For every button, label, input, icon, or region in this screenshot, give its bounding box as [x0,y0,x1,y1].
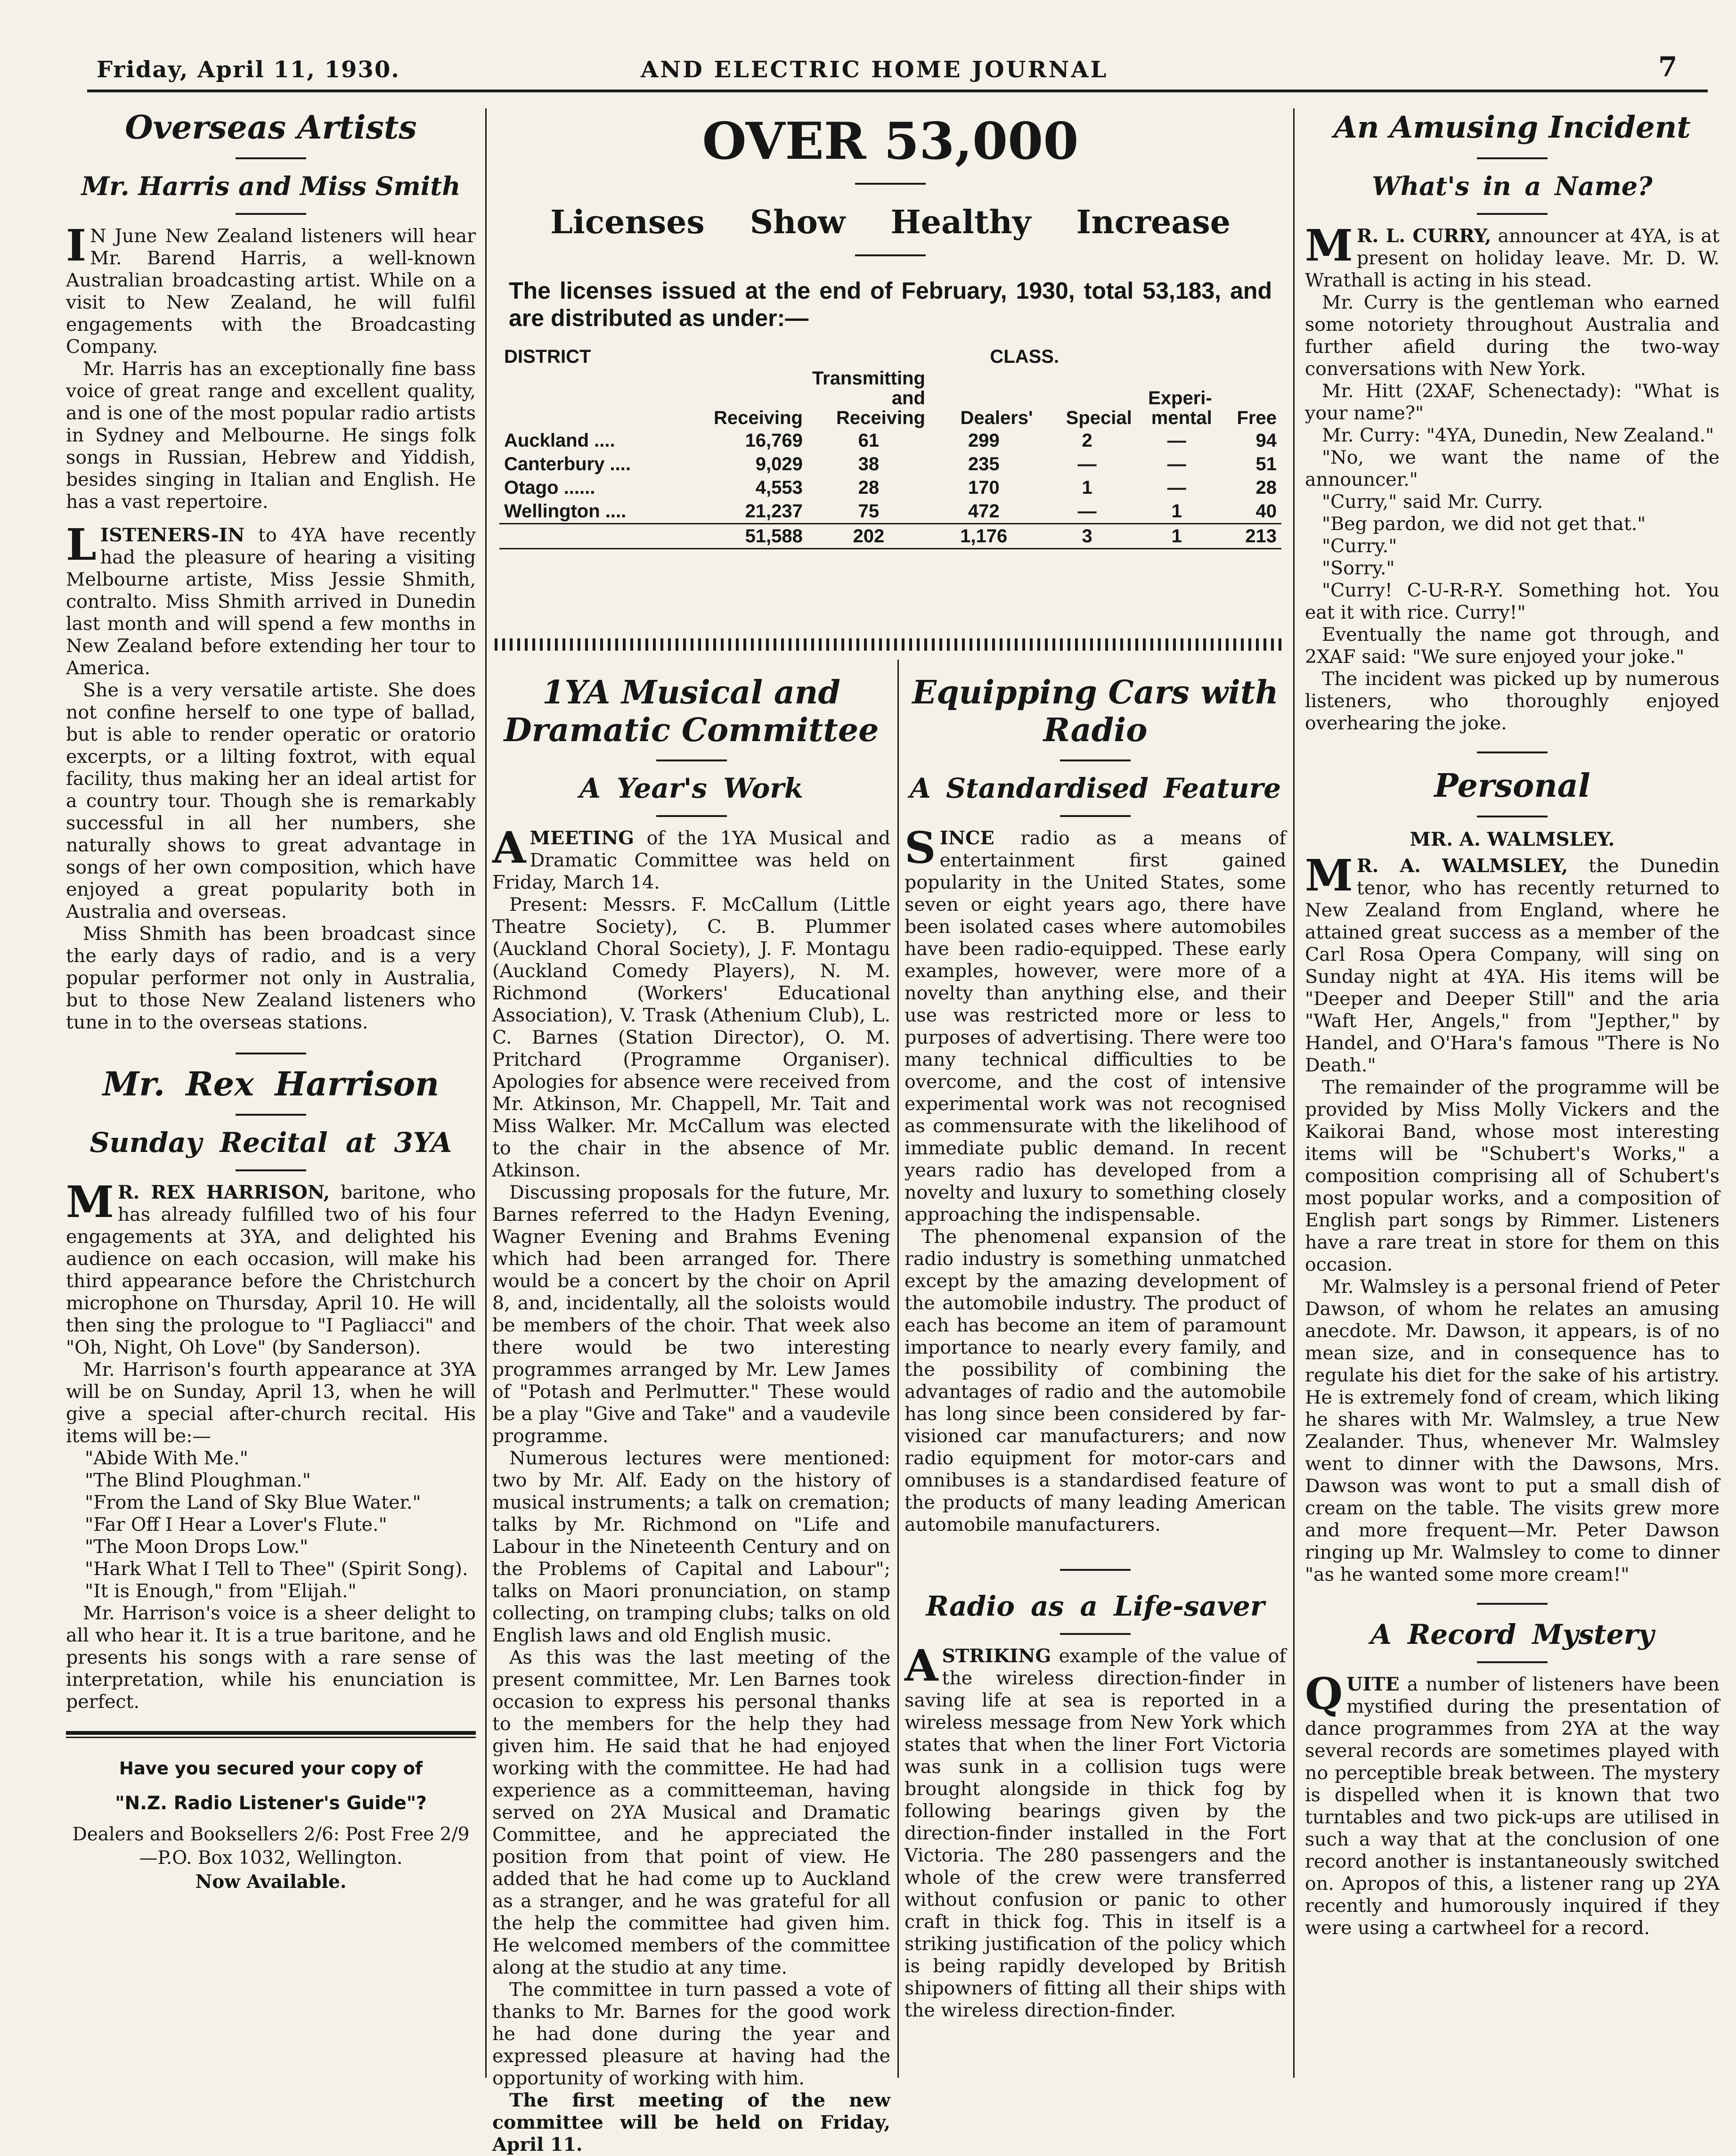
headline: Radio as a Life-saver [926,1590,1265,1622]
paragraph: SINCE radio as a means of entertainment first gained popularity in the United States, some seven or eight years ago, there have been isolated cases where automobiles have been radio-equipped. These early examples, however, were more of a novelty than anything else, and their use was restricted more or less to purposes of advertising. There were too many technical difficulties to be overcome, and the cost of intensive experimental work was not recognised as commensurate with the likelihood of immediate public demand. In recent years radio has developed from a novelty and luxury to something closely approaching the indispensable. [905,822,1286,1225]
rule [1477,213,1548,215]
subheadline: What's in a Name? [1372,171,1653,201]
rule [656,815,727,817]
headline: Overseas Artists [125,109,417,147]
subheadline: A Year's Work [579,772,804,804]
list-item: "Abide With Me." [85,1447,248,1469]
totals-row: 51,588 202 1,176 3 1 213 [499,524,1281,549]
person-name: MR. A. WALMSLEY. [1410,828,1615,850]
article-equipping-cars [905,674,1286,1536]
rule [236,1114,306,1116]
rule [855,183,926,185]
paragraph: Present: Messrs. F. McCallum (Little Theatre Society), C. B. Plummer (Auckland Choral Society), J. F. Montagu (Auckland Comedy Players), N. M. Richmond (Workers' Educational Association), V. Trask (Athenium Club), L. C. Barnes (Station Director), O. M. Pritchard (Programme Organiser). Apologies for absence were received from Mr. Atkinson, Mr. Chappell, Mr. Tait and Miss Walker. Mr. McCallum was elected to the chair in the absence of Mr. Atkinson. [492,894,890,1181]
list-item: "The Moon Drops Low." [85,1536,309,1558]
article-rex-harrison [66,1065,476,1713]
paragraph: Mr. Curry is the gentleman who earned some notoriety throughout Australia and further afield during the two-way conversations with New York. [1305,292,1720,380]
paragraph: Mr. Harris has an exceptionally fine bass voice of great range and excellent quality, and is one of the most popular radio artists in Sydney and Melbourne. He sings folk songs in Russian, Hebrew and Yiddish, besides singing in Italian and English. He has a vast repertoire. [66,358,476,513]
headline: Mr. Rex Harrison [102,1064,440,1103]
headline: An Amusing Incident [1334,110,1691,145]
page-number: 7 [1658,51,1679,83]
rule [236,157,306,159]
dialogue-line: "Curry," said Mr. Curry. [1322,491,1543,513]
column-header: Receiving [713,408,803,428]
paragraph: She is a very versatile artiste. She does not confine herself to one type of ballad, but is able to render operatic or oratorio excerpts, or a lilting foxtrot, with equal facility, thus making her an ideal artist for a country tour. Though she is remarkably successful in all her numbers, she naturally shows to great advantage in songs of her own composition, which have enjoyed a great popularity both in Australia and overseas. [66,679,476,923]
list-item: "It is Enough," from "Elijah." [85,1580,357,1602]
intro-text: The licenses issued at the end of February, 1930, total 53,183, and are distributed as under:— [509,278,1272,331]
rule [656,760,727,761]
column-header: Dealers' [960,408,1033,428]
rule [1060,1633,1131,1635]
dialogue-line: "Curry! C-U-R-R-Y. Something hot. You eat it with rice. Curry!" [1305,580,1720,623]
table-row: Auckland .... 16,769 61 299 2 — 94 [504,430,1277,451]
column-header: Free [1237,408,1277,428]
paragraph: The first meeting of the new committee will be held on Friday, April 11. [492,2090,890,2156]
column-1 [66,108,476,1894]
column-rule [485,108,487,2078]
paragraph: The remainder of the programme will be provided by Miss Molly Vickers and the Kaikorai Band, whose most interesting items will be "Schubert's Works," a composition comprising all of Schubert's most popular works, and a composition of English part songs by Rimmer. Listeners have a rare treat in store for them on this occasion. [1305,1077,1720,1275]
headline: Equipping Cars with Radio [912,674,1279,749]
rule [236,1053,306,1054]
rule [1477,751,1548,753]
table-row: Canterbury .... 9,029 38 235 — — 51 [504,454,1277,474]
column-rule [897,660,899,2078]
headline: A Record Mystery [1370,1618,1654,1650]
column-header: DISTRICT [504,346,591,367]
dialogue-line: Mr. Curry: "4YA, Dunedin, New Zealand." [1322,425,1714,446]
article-licenses [499,108,1281,549]
article-1ya-committee [492,674,890,2156]
license-table [499,346,1281,549]
list-item: "Far Off I Hear a Lover's Flute." [85,1514,387,1535]
paragraph: LISTENERS-IN to 4YA have recently had the pleasure of hearing a visiting Melbourne artiste, Miss Jessie Shmith, contralto. Miss Shmith arrived in Dunedin last month and will spend a few months in New Zealand before extending her tour to America. [66,519,476,679]
table-row: Wellington .... 21,237 75 472 — 1 40 [504,501,1277,522]
subheadline: A Standardised Feature [909,772,1281,804]
paragraph: M R. A. WALMSLEY, the Dunedin tenor, who has recently returned to New Zealand from England, where he attained great success as a member of the Carl Rosa Opera Company, will sing on Sunday night at 4YA. His items will be "Deeper and Deeper Still" and the aria "Waft Her, Angels," from "Jepther," by Handel, and O'Hara's famous "There is No Death." [1305,850,1720,1076]
rule [1477,816,1548,817]
paragraph: M R. REX HARRISON, baritone, who has already fulfilled two of his four engagements at 3YA, and delighted his audience on each occasion, will make his third appearance before the Christchurch microphone on Thursday, April 10. He will then sing the prologue to "I Pagliacci" and "Oh, Night, Oh Love" (by Sanderson). [66,1176,476,1358]
journal-title: AND ELECTRIC HOME JOURNAL [641,57,1108,83]
advert-line: Now Available. [195,1871,347,1893]
rule [1060,815,1131,817]
rule [1060,760,1131,761]
list-item: "Hark What I Tell to Thee" (Spirit Song). [85,1558,468,1580]
header-rule [87,90,1708,92]
headline: 1YA Musical and Dramatic Committee [504,674,879,749]
headline: Personal [1434,767,1590,805]
paragraph: The committee in turn passed a vote of thanks to Mr. Barnes for the good work he had done during the year and expressed pleasure at having had the opportunity of working with him. [492,1979,890,2089]
dialogue-line: "No, we want the name of the announcer." [1305,447,1720,490]
advert-line: Dealers and Booksellers 2/6: Post Free 2/9—P.O. Box 1032, Wellington. [72,1824,470,1869]
section-divider [495,638,1286,651]
advert-listeners-guide [66,1757,476,1894]
article-personal [1305,767,1720,1586]
article-record-mystery [1305,1618,1720,1939]
subheadline: Sunday Recital at 3YA [90,1127,452,1159]
column-header: CLASS. [990,346,1060,367]
column-header: Special [1066,408,1132,428]
paragraph: Mr. Walmsley is a personal friend of Peter Dawson, of whom he relates an amusing anecdote. Mr. Dawson, it appears, is of no mean size, and in consequence has to regulate his diet for the sake of his artistry. He is extremely fond of cream, which liking he shares with Mr. Walmsley, a true New Zealander. Thus, whenever Mr. Walmsley went to dinner with the Dawsons, Mrs. Dawson was wont to put a small dish of cream on the table. The visits grew more and more frequent—Mr. Peter Dawson ringing up Mr. Walmsley to come to dinner "as he wanted some more cream!" [1305,1276,1720,1585]
article-amusing-incident [1305,108,1720,735]
paragraph: ASTRIKING example of the value of the wireless direction-finder in saving life at sea is reported in a wireless message from New York which states that when the liner Fort Victoria was sunk in a collision tugs were brought alongside in thick fog by following bearings given by the direction-finder installed in the Fort Victoria. The 280 passengers and the whole of the crew were transferred without confusion or panic to other craft in thick fog. This in itself is a striking justification of the policy which is being rapidly developed by British shipowners of fitting all their ships with the wireless direction-finder. [905,1640,1286,2021]
paragraph: Eventually the name got through, and 2XAF said: "We sure enjoyed your joke." [1305,624,1720,668]
advert-line: Have you secured your copy of [119,1758,423,1779]
list-item: "The Blind Ploughman." [85,1470,311,1491]
dialogue-line: "Curry." [1322,535,1397,557]
paragraph: I N June New Zealand listeners will hear Mr. Barend Harris, a well-known Australian broadcasting artist. While on a visit to New Zealand, he will fulfil engagements with the Broadcasting Company. [66,220,476,358]
dialogue-line: Mr. Hitt (2XAF, Schenectady): "What is your name?" [1305,380,1720,424]
column-3 [905,674,1286,2022]
paragraph: Numerous lectures were mentioned: two by Mr. Alf. Eady on the history of musical instruments; a talk on cremation; talks by Mr. Richmond on "Life and Labour in the Nineteenth Century and on the Problems of Capital and Labour"; talks on Maori pronunciation, on stamp collecting, on tramping clubs; talks on old English laws and old English music. [492,1447,890,1646]
subheadline: Mr. Harris and Miss Smith [81,171,461,201]
advert-rule [66,1731,476,1735]
column-header: Experi-mental [1148,388,1212,428]
paragraph: As this was the last meeting of the present committee, Mr. Len Barnes took occasion to express his personal thanks to the members for the help they had given him. He said that he had enjoyed working with the committee. He had had experience as a committeeman, having served on 2YA Musical and Dramatic Committee, and he appreciated the position from that point of view. He added that he had come up to Auckland as a stranger, and he was grateful for all the help the committee had given him. He welcomed members of the committee along at the studio at any time. [492,1647,890,1978]
page-date: Friday, April 11, 1930. [97,57,400,83]
rule [1060,1569,1131,1571]
paragraph: Miss Shmith has been broadcast since the early days of radio, and is a very popular performer not only in Australia, but to those New Zealand listeners who tune in to the overseas stations. [66,923,476,1033]
paragraph: QUITE a number of listeners have been mystified during the presentation of dance programmes from 2YA at the way several records are sometimes played with no perceptible break between. The mystery is dispelled when it is known that two turntables and two pick-ups are utilised in such a way that at the conclusion of one record another is instantaneously switched on. Apropos of this, a listener rang up 2YA recently and humorously inquired if they were using a cartwheel for a record. [1305,1668,1720,1939]
rule [236,1169,306,1171]
headline: OVER 53,000 [702,112,1079,171]
rule [236,213,306,215]
column-header: Transmitting and Receiving [812,368,925,428]
table-row: Otago ...... 4,553 28 170 1 — 28 [504,477,1277,498]
dialogue-line: "Sorry." [1322,557,1395,579]
list-item: "From the Land of Sky Blue Water." [85,1492,421,1513]
rule [1477,1603,1548,1605]
paragraph: Mr. Harrison's fourth appearance at 3YA will be on Sunday, April 13, when he will give a special after-church recital. His items will be:— [66,1359,476,1447]
article-overseas-artists [66,108,476,1034]
subheadline: Licenses Show Healthy Increase [550,204,1231,241]
article-life-saver [905,1590,1286,2022]
advert-title: "N.Z. Radio Listener's Guide"? [115,1793,427,1814]
dialogue-line: "Beg pardon, we did not get that." [1322,513,1646,535]
paragraph: The phenomenal expansion of the radio industry is something unmatched except by the amazing development of the automobile industry. The product of each has become an item of paramount importance to nearly every family, and the possibility of combining the advantages of radio and the automobile has long since been considered by far-visioned car manufacturers; and now radio equipment for motor-cars and omnibuses is a standardised feature of the products of many leading American automobile manufacturers. [905,1226,1286,1535]
advert-rule [66,1737,476,1738]
rule [1477,157,1548,159]
rule [855,254,926,256]
paragraph: Mr. Harrison's voice is a sheer delight to all who hear it. It is a true baritone, and he presents his songs with a rare sense of interpretation, while his enunciation is perfect. [66,1602,476,1713]
column-4 [1305,108,1720,1939]
paragraph: The incident was picked up by numerous listeners, who thoroughly enjoyed overhearing the joke. [1305,668,1720,734]
paragraph: Discussing proposals for the future, Mr. Barnes referred to the Hadyn Evening, Wagner Evening and Brahms Evening which had been arranged for. There would be a concert by the choir on April 8, and, incidentally, all the soloists would be members of the choir. That week also there would be two interesting programmes arranged by Mr. Lew James of "Potash and Perlmutter." These would be a play "Give and Take" and a vaudevile programme. [492,1182,890,1447]
paragraph: M R. L. CURRY, announcer at 4YA, is at present on holiday leave. Mr. D. W. Wrathall is acting in his stead. [1305,220,1720,291]
rule [1477,1661,1548,1663]
paragraph: AMEETING of the 1YA Musical and Dramatic Committee was held on Friday, March 14. [492,822,890,893]
column-rule [1293,108,1295,2078]
